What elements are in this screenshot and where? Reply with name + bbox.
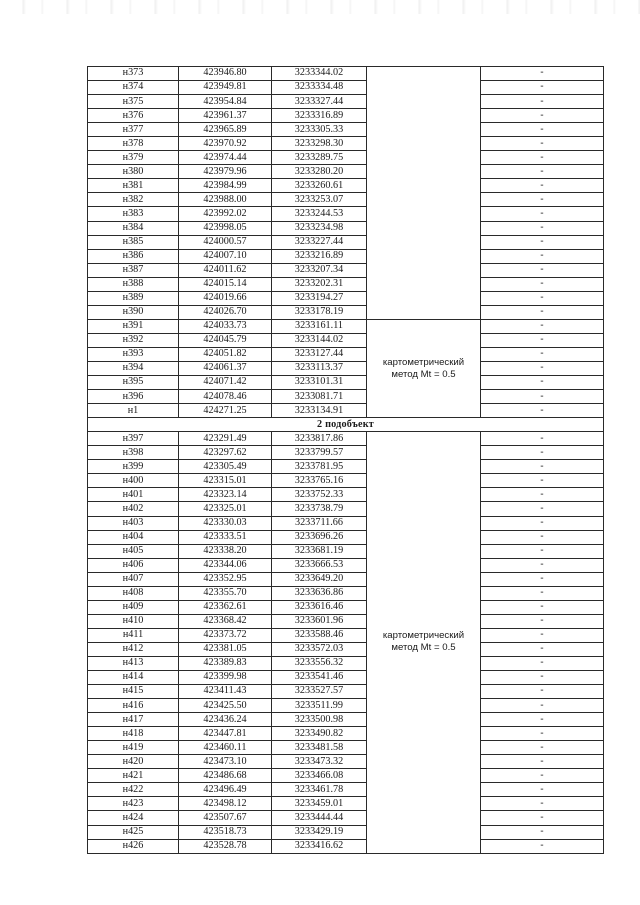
x-coordinate-cell: 423507.67: [179, 811, 272, 825]
accuracy-mark-cell: -: [481, 544, 604, 558]
method-line-1: картометрический: [382, 630, 465, 642]
y-coordinate-cell: 3233500.98: [272, 713, 367, 727]
y-coordinate-cell: 3233681.19: [272, 544, 367, 558]
section-row-2: [88, 418, 604, 432]
section-title: 2 подобъект: [88, 418, 604, 432]
table-row: [88, 193, 604, 207]
accuracy-mark-cell: -: [481, 741, 604, 755]
y-coordinate-cell: 3233636.86: [272, 586, 367, 600]
x-coordinate-cell: 423325.01: [179, 502, 272, 516]
y-coordinate-cell: 3233817.86: [272, 432, 367, 446]
table-row: [88, 432, 604, 446]
method-line-1: картометрический: [382, 356, 465, 368]
accuracy-mark-cell: -: [481, 305, 604, 319]
y-coordinate-cell: 3233227.44: [272, 235, 367, 249]
accuracy-mark-cell: -: [481, 530, 604, 544]
point-id-cell: н396: [88, 390, 179, 404]
accuracy-mark-cell: -: [481, 839, 604, 853]
x-coordinate-cell: 423954.84: [179, 95, 272, 109]
accuracy-mark-cell: -: [481, 137, 604, 151]
table-row: [88, 783, 604, 797]
table-row: [88, 516, 604, 530]
accuracy-mark-cell: -: [481, 249, 604, 263]
accuracy-mark-cell: -: [481, 235, 604, 249]
table-row: [88, 81, 604, 95]
y-coordinate-cell: 3233527.57: [272, 685, 367, 699]
table-row: [88, 333, 604, 347]
method-cell: [367, 319, 481, 417]
table-row: [88, 404, 604, 418]
y-coordinate-cell: 3233161.11: [272, 319, 367, 333]
table-row: [88, 123, 604, 137]
accuracy-mark-cell: -: [481, 671, 604, 685]
accuracy-mark-cell: -: [481, 474, 604, 488]
y-coordinate-cell: 3233601.96: [272, 614, 367, 628]
x-coordinate-cell: 423368.42: [179, 614, 272, 628]
y-coordinate-cell: 3233459.01: [272, 797, 367, 811]
point-id-cell: н423: [88, 797, 179, 811]
x-coordinate-cell: 423949.81: [179, 81, 272, 95]
y-coordinate-cell: 3233081.71: [272, 390, 367, 404]
method-line-2: метод Mt = 0.5: [391, 642, 456, 654]
x-coordinate-cell: 423344.06: [179, 558, 272, 572]
x-coordinate-cell: 423333.51: [179, 530, 272, 544]
point-id-cell: н385: [88, 235, 179, 249]
y-coordinate-cell: 3233461.78: [272, 783, 367, 797]
accuracy-mark-cell: -: [481, 193, 604, 207]
y-coordinate-cell: 3233696.26: [272, 530, 367, 544]
table-row: [88, 502, 604, 516]
point-id-cell: н419: [88, 741, 179, 755]
x-coordinate-cell: 423970.92: [179, 137, 272, 151]
y-coordinate-cell: 3233334.48: [272, 81, 367, 95]
table-row: [88, 685, 604, 699]
accuracy-mark-cell: -: [481, 81, 604, 95]
point-id-cell: н425: [88, 825, 179, 839]
table-row: [88, 347, 604, 361]
point-id-cell: н410: [88, 614, 179, 628]
table-row: [88, 755, 604, 769]
y-coordinate-cell: 3233289.75: [272, 151, 367, 165]
x-coordinate-cell: 423992.02: [179, 207, 272, 221]
accuracy-mark-cell: -: [481, 642, 604, 656]
table-row: [88, 137, 604, 151]
point-id-cell: н406: [88, 558, 179, 572]
accuracy-mark-cell: -: [481, 586, 604, 600]
point-id-cell: н377: [88, 123, 179, 137]
x-coordinate-cell: 423411.43: [179, 685, 272, 699]
point-id-cell: н411: [88, 628, 179, 642]
table-row: [88, 839, 604, 853]
x-coordinate-cell: 423305.49: [179, 460, 272, 474]
table-row: [88, 277, 604, 291]
x-coordinate-cell: 423338.20: [179, 544, 272, 558]
table-row: [88, 825, 604, 839]
table-row: [88, 797, 604, 811]
x-coordinate-cell: 424051.82: [179, 347, 272, 361]
x-coordinate-cell: 423946.80: [179, 67, 272, 81]
x-coordinate-cell: 424033.73: [179, 319, 272, 333]
point-id-cell: н393: [88, 347, 179, 361]
y-coordinate-cell: 3233649.20: [272, 572, 367, 586]
accuracy-mark-cell: -: [481, 67, 604, 81]
table-row: [88, 614, 604, 628]
accuracy-mark-cell: -: [481, 390, 604, 404]
point-id-cell: н390: [88, 305, 179, 319]
table-row: [88, 713, 604, 727]
y-coordinate-cell: 3233207.34: [272, 263, 367, 277]
x-coordinate-cell: 424271.25: [179, 404, 272, 418]
point-id-cell: н1: [88, 404, 179, 418]
accuracy-mark-cell: -: [481, 825, 604, 839]
accuracy-mark-cell: -: [481, 783, 604, 797]
accuracy-mark-cell: -: [481, 277, 604, 291]
table-row: [88, 811, 604, 825]
table-row: [88, 488, 604, 502]
point-id-cell: н387: [88, 263, 179, 277]
x-coordinate-cell: 423988.00: [179, 193, 272, 207]
y-coordinate-cell: 3233429.19: [272, 825, 367, 839]
y-coordinate-cell: 3233473.32: [272, 755, 367, 769]
accuracy-mark-cell: -: [481, 221, 604, 235]
x-coordinate-cell: 423362.61: [179, 600, 272, 614]
point-id-cell: н407: [88, 572, 179, 586]
accuracy-mark-cell: -: [481, 207, 604, 221]
point-id-cell: н408: [88, 586, 179, 600]
y-coordinate-cell: 3233101.31: [272, 376, 367, 390]
point-id-cell: н409: [88, 600, 179, 614]
y-coordinate-cell: 3233490.82: [272, 727, 367, 741]
accuracy-mark-cell: -: [481, 614, 604, 628]
x-coordinate-cell: 423425.50: [179, 699, 272, 713]
table-row: [88, 67, 604, 81]
table-row: [88, 741, 604, 755]
accuracy-mark-cell: -: [481, 404, 604, 418]
point-id-cell: н380: [88, 165, 179, 179]
point-id-cell: н400: [88, 474, 179, 488]
accuracy-mark-cell: -: [481, 488, 604, 502]
coordinates-table: [87, 66, 604, 854]
point-id-cell: н395: [88, 376, 179, 390]
point-id-cell: н402: [88, 502, 179, 516]
y-coordinate-cell: 3233244.53: [272, 207, 367, 221]
table-row: [88, 390, 604, 404]
table-row: [88, 263, 604, 277]
x-coordinate-cell: 423460.11: [179, 741, 272, 755]
accuracy-mark-cell: -: [481, 460, 604, 474]
x-coordinate-cell: 423486.68: [179, 769, 272, 783]
y-coordinate-cell: 3233556.32: [272, 656, 367, 670]
x-coordinate-cell: 423436.24: [179, 713, 272, 727]
x-coordinate-cell: 423447.81: [179, 727, 272, 741]
point-id-cell: н389: [88, 291, 179, 305]
table-row: [88, 642, 604, 656]
y-coordinate-cell: 3233799.57: [272, 446, 367, 460]
x-coordinate-cell: 423528.78: [179, 839, 272, 853]
x-coordinate-cell: 424078.46: [179, 390, 272, 404]
table-row: [88, 727, 604, 741]
x-coordinate-cell: 424011.62: [179, 263, 272, 277]
x-coordinate-cell: 423979.96: [179, 165, 272, 179]
point-id-cell: н381: [88, 179, 179, 193]
accuracy-mark-cell: -: [481, 685, 604, 699]
table-row: [88, 376, 604, 390]
point-id-cell: н420: [88, 755, 179, 769]
y-coordinate-cell: 3233416.62: [272, 839, 367, 853]
table-row: [88, 769, 604, 783]
point-id-cell: н426: [88, 839, 179, 853]
x-coordinate-cell: 423498.12: [179, 797, 272, 811]
y-coordinate-cell: 3233134.91: [272, 404, 367, 418]
table-row: [88, 235, 604, 249]
accuracy-mark-cell: -: [481, 319, 604, 333]
y-coordinate-cell: 3233234.98: [272, 221, 367, 235]
point-id-cell: н413: [88, 656, 179, 670]
accuracy-mark-cell: -: [481, 699, 604, 713]
point-id-cell: н412: [88, 642, 179, 656]
table-row: [88, 600, 604, 614]
y-coordinate-cell: 3233178.19: [272, 305, 367, 319]
accuracy-mark-cell: -: [481, 656, 604, 670]
y-coordinate-cell: 3233327.44: [272, 95, 367, 109]
x-coordinate-cell: 424000.57: [179, 235, 272, 249]
accuracy-mark-cell: -: [481, 109, 604, 123]
table-row: [88, 95, 604, 109]
x-coordinate-cell: 424071.42: [179, 376, 272, 390]
table-row: [88, 474, 604, 488]
y-coordinate-cell: 3233765.16: [272, 474, 367, 488]
accuracy-mark-cell: -: [481, 446, 604, 460]
accuracy-mark-cell: -: [481, 333, 604, 347]
accuracy-mark-cell: -: [481, 263, 604, 277]
x-coordinate-cell: 423291.49: [179, 432, 272, 446]
y-coordinate-cell: 3233752.33: [272, 488, 367, 502]
table-row: [88, 530, 604, 544]
y-coordinate-cell: 3233260.61: [272, 179, 367, 193]
y-coordinate-cell: 3233444.44: [272, 811, 367, 825]
x-coordinate-cell: 424045.79: [179, 333, 272, 347]
point-id-cell: н392: [88, 333, 179, 347]
x-coordinate-cell: 424019.66: [179, 291, 272, 305]
table-row: [88, 586, 604, 600]
y-coordinate-cell: 3233541.46: [272, 671, 367, 685]
x-coordinate-cell: 423961.37: [179, 109, 272, 123]
point-id-cell: н378: [88, 137, 179, 151]
x-coordinate-cell: 424026.70: [179, 305, 272, 319]
table-row: [88, 446, 604, 460]
point-id-cell: н379: [88, 151, 179, 165]
x-coordinate-cell: 423330.03: [179, 516, 272, 530]
x-coordinate-cell: 423965.89: [179, 123, 272, 137]
y-coordinate-cell: 3233711.66: [272, 516, 367, 530]
method-line-2: метод Mt = 0.5: [391, 368, 456, 380]
table-row: [88, 656, 604, 670]
scan-noise-strip: [0, 0, 640, 14]
y-coordinate-cell: 3233127.44: [272, 347, 367, 361]
y-coordinate-cell: 3233511.99: [272, 699, 367, 713]
point-id-cell: н397: [88, 432, 179, 446]
point-id-cell: н424: [88, 811, 179, 825]
table-row: [88, 572, 604, 586]
point-id-cell: н383: [88, 207, 179, 221]
y-coordinate-cell: 3233194.27: [272, 291, 367, 305]
point-id-cell: н394: [88, 361, 179, 375]
y-coordinate-cell: 3233253.07: [272, 193, 367, 207]
accuracy-mark-cell: -: [481, 558, 604, 572]
x-coordinate-cell: 424007.10: [179, 249, 272, 263]
x-coordinate-cell: 423297.62: [179, 446, 272, 460]
point-id-cell: н399: [88, 460, 179, 474]
y-coordinate-cell: 3233616.46: [272, 600, 367, 614]
x-coordinate-cell: 423518.73: [179, 825, 272, 839]
accuracy-mark-cell: -: [481, 291, 604, 305]
x-coordinate-cell: 423399.98: [179, 671, 272, 685]
method-cell-empty: [367, 67, 481, 320]
point-id-cell: н373: [88, 67, 179, 81]
accuracy-mark-cell: -: [481, 628, 604, 642]
x-coordinate-cell: 423355.70: [179, 586, 272, 600]
y-coordinate-cell: 3233344.02: [272, 67, 367, 81]
table-row: [88, 361, 604, 375]
y-coordinate-cell: 3233781.95: [272, 460, 367, 474]
y-coordinate-cell: 3233305.33: [272, 123, 367, 137]
point-id-cell: н382: [88, 193, 179, 207]
x-coordinate-cell: 424015.14: [179, 277, 272, 291]
accuracy-mark-cell: -: [481, 361, 604, 375]
table-row: [88, 221, 604, 235]
y-coordinate-cell: 3233666.53: [272, 558, 367, 572]
point-id-cell: н388: [88, 277, 179, 291]
accuracy-mark-cell: -: [481, 713, 604, 727]
x-coordinate-cell: 423381.05: [179, 642, 272, 656]
y-coordinate-cell: 3233298.30: [272, 137, 367, 151]
x-coordinate-cell: 423315.01: [179, 474, 272, 488]
table-row: [88, 558, 604, 572]
x-coordinate-cell: 423373.72: [179, 628, 272, 642]
table-row: [88, 249, 604, 263]
table-row: [88, 460, 604, 474]
table-row: [88, 165, 604, 179]
method-cell: [367, 432, 481, 853]
table-row: [88, 305, 604, 319]
table-row: [88, 109, 604, 123]
point-id-cell: н384: [88, 221, 179, 235]
point-id-cell: н421: [88, 769, 179, 783]
accuracy-mark-cell: -: [481, 769, 604, 783]
point-id-cell: н405: [88, 544, 179, 558]
y-coordinate-cell: 3233738.79: [272, 502, 367, 516]
table-row: [88, 179, 604, 193]
accuracy-mark-cell: -: [481, 727, 604, 741]
accuracy-mark-cell: -: [481, 811, 604, 825]
accuracy-mark-cell: -: [481, 179, 604, 193]
x-coordinate-cell: 423473.10: [179, 755, 272, 769]
y-coordinate-cell: 3233144.02: [272, 333, 367, 347]
y-coordinate-cell: 3233113.37: [272, 361, 367, 375]
accuracy-mark-cell: -: [481, 151, 604, 165]
point-id-cell: н401: [88, 488, 179, 502]
y-coordinate-cell: 3233216.89: [272, 249, 367, 263]
accuracy-mark-cell: -: [481, 123, 604, 137]
x-coordinate-cell: 424061.37: [179, 361, 272, 375]
accuracy-mark-cell: -: [481, 95, 604, 109]
point-id-cell: н422: [88, 783, 179, 797]
x-coordinate-cell: 423984.99: [179, 179, 272, 193]
x-coordinate-cell: 423389.83: [179, 656, 272, 670]
table-row: [88, 319, 604, 333]
accuracy-mark-cell: -: [481, 572, 604, 586]
y-coordinate-cell: 3233466.08: [272, 769, 367, 783]
x-coordinate-cell: 423352.95: [179, 572, 272, 586]
accuracy-mark-cell: -: [481, 755, 604, 769]
point-id-cell: н416: [88, 699, 179, 713]
point-id-cell: н415: [88, 685, 179, 699]
accuracy-mark-cell: -: [481, 600, 604, 614]
point-id-cell: н417: [88, 713, 179, 727]
point-id-cell: н403: [88, 516, 179, 530]
table-row: [88, 151, 604, 165]
x-coordinate-cell: 423323.14: [179, 488, 272, 502]
accuracy-mark-cell: -: [481, 502, 604, 516]
accuracy-mark-cell: -: [481, 165, 604, 179]
table-row: [88, 628, 604, 642]
accuracy-mark-cell: -: [481, 516, 604, 530]
point-id-cell: н418: [88, 727, 179, 741]
x-coordinate-cell: 423974.44: [179, 151, 272, 165]
y-coordinate-cell: 3233316.89: [272, 109, 367, 123]
y-coordinate-cell: 3233280.20: [272, 165, 367, 179]
point-id-cell: н375: [88, 95, 179, 109]
x-coordinate-cell: 423998.05: [179, 221, 272, 235]
point-id-cell: н414: [88, 671, 179, 685]
x-coordinate-cell: 423496.49: [179, 783, 272, 797]
accuracy-mark-cell: -: [481, 347, 604, 361]
point-id-cell: н376: [88, 109, 179, 123]
table-row: [88, 291, 604, 305]
y-coordinate-cell: 3233481.58: [272, 741, 367, 755]
y-coordinate-cell: 3233572.03: [272, 642, 367, 656]
y-coordinate-cell: 3233202.31: [272, 277, 367, 291]
y-coordinate-cell: 3233588.46: [272, 628, 367, 642]
point-id-cell: н374: [88, 81, 179, 95]
point-id-cell: н386: [88, 249, 179, 263]
coordinates-table-body: [88, 67, 604, 854]
table-row: [88, 544, 604, 558]
table-row: [88, 671, 604, 685]
point-id-cell: н404: [88, 530, 179, 544]
point-id-cell: н391: [88, 319, 179, 333]
accuracy-mark-cell: -: [481, 797, 604, 811]
accuracy-mark-cell: -: [481, 376, 604, 390]
point-id-cell: н398: [88, 446, 179, 460]
table-row: [88, 699, 604, 713]
table-row: [88, 207, 604, 221]
accuracy-mark-cell: -: [481, 432, 604, 446]
